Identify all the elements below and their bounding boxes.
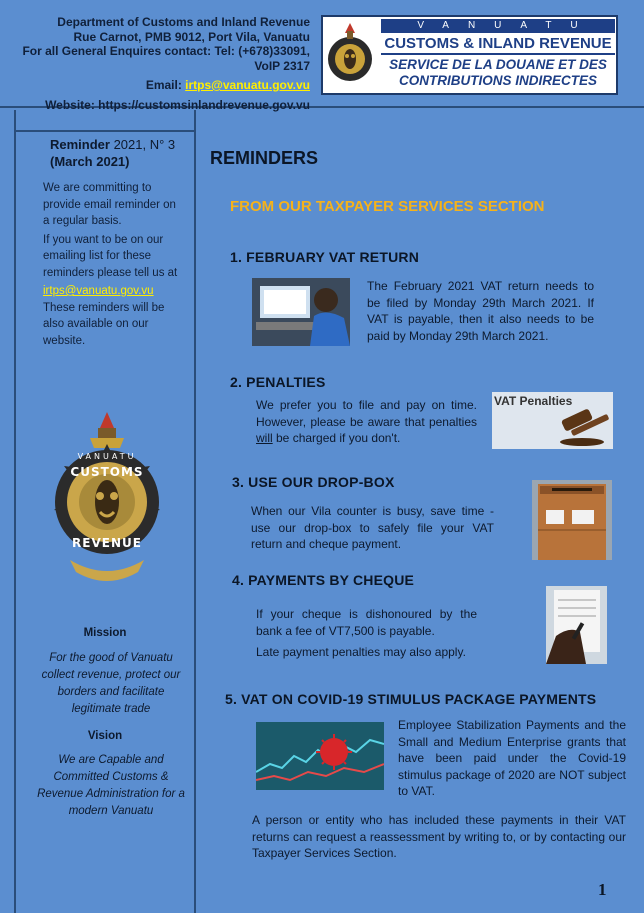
- covid-virus-image: [256, 722, 384, 790]
- section-subtitle: FROM OUR TAXPAYER SERVICES SECTION: [230, 198, 545, 215]
- vision-text: We are Capable and Committed Customs & Revenue Administration for a modern Vanuatu: [37, 754, 185, 817]
- letterhead: [0, 0, 644, 112]
- vision-heading: Vision: [87, 730, 123, 742]
- emblem-revenue: REVENUE: [72, 536, 142, 550]
- email-label: Email:: [145, 78, 186, 92]
- postal-address: Rue Carnot, PMB 9012, Port Vila, Vanuatu: [73, 29, 310, 44]
- drop-box-photo: [532, 480, 612, 560]
- emblem-country: VANUATU: [77, 452, 137, 461]
- reminder-title: [50, 136, 175, 170]
- logo-title-fr-1: SERVICE DE LA DOUANE ET DES: [389, 57, 607, 72]
- mission-text: For the good of Vanuatu collect revenue, protect our borders and facilitate legitimate trade: [41, 652, 181, 715]
- contact-block: [0, 15, 310, 112]
- logo-country: VANUATU: [381, 19, 615, 33]
- sidebar-rule: [16, 130, 194, 132]
- logo-title-en: CUSTOMS & INLAND REVENUE: [381, 35, 615, 55]
- vat-penalties-caption: VAT Penalties: [494, 394, 573, 408]
- department-name: Department of Customs and Inland Revenue: [57, 15, 310, 29]
- reminder-date: (March 2021): [50, 154, 130, 169]
- item-text-penalties: [256, 397, 477, 447]
- customs-badge-icon: [325, 19, 375, 91]
- website-line[interactable]: Website: https://customsinlandrevenue.gov.vu: [45, 97, 310, 112]
- item-heading-vat-return: 1. FEBRUARY VAT RETURN: [230, 249, 420, 265]
- item-heading-drop-box: 3. USE OUR DROP-BOX: [232, 474, 395, 490]
- computer-user-photo: [252, 278, 350, 346]
- vat-penalties-image: [492, 392, 613, 449]
- customs-emblem-icon: [40, 410, 174, 590]
- item-text-vat-return: The February 2021 VAT return needs to be filed by Monday 29th March 2021. If VAT is payable, then it also needs to be paid by Monday 29th March 2021.: [367, 279, 594, 343]
- item-heading-cheque: 4. PAYMENTS BY CHEQUE: [232, 572, 415, 588]
- email-line: [0, 78, 310, 93]
- item-text-cheque-late: Late payment penalties may also apply.: [256, 645, 466, 659]
- reminder-word: Reminder: [50, 137, 110, 152]
- item-text-covid: Employee Stabilization Payments and the Small and Medium Enterprise grants that have been paid under the Covid-19 stimulus package of 2020 are NOT subject to VAT.: [398, 718, 626, 798]
- item-text-cheque: If your cheque is dishonoured by the bank a fee of VT7,500 is payable.: [256, 607, 477, 638]
- sidebar-p3: These reminders will be also available on our website.: [43, 301, 165, 347]
- item-heading-covid: 5. VAT ON COVID-19 STIMULUS PACKAGE PAYMENTS: [225, 691, 597, 707]
- sidebar-p1: We are committing to provide email reminder on a regular basis.: [43, 182, 176, 227]
- header-email-link[interactable]: irtps@vanuatu.gov.vu: [185, 78, 310, 92]
- page-title: REMINDERS: [210, 148, 319, 168]
- sidebar-p2: If you want to be on our emailing list for these reminders please tell us at: [43, 233, 178, 279]
- emblem-customs: CUSTOMS: [70, 465, 144, 479]
- penalties-will: will: [256, 431, 273, 445]
- signing-cheque-photo: [546, 586, 607, 664]
- penalties-text-b: be charged if you don't.: [272, 431, 401, 445]
- logo-title-fr-2: CONTRIBUTIONS INDIRECTES: [398, 73, 597, 88]
- item-heading-penalties: 2. PENALTIES: [230, 374, 326, 390]
- sidebar-intro: [43, 180, 185, 351]
- item-text-covid-reassessment: A person or entity who has included these payments in their VAT returns can request a reassessment by writing to, or by contacting our Taxpayer Services Section.: [252, 813, 626, 860]
- sidebar-email-link[interactable]: irtps@vanuatu.gov.vu: [43, 285, 154, 297]
- reminder-number: 2021, N° 3: [109, 137, 176, 152]
- page-number: 1: [598, 880, 607, 899]
- mission-heading: Mission: [83, 627, 127, 639]
- item-text-drop-box: When our Vila counter is busy, save time - use our drop-box to safely file your VAT return and cheque payment.: [251, 504, 494, 551]
- penalties-text-a: We prefer you to file and pay on time. However, please be aware that penalties: [256, 398, 477, 429]
- voip-line: VoIP 2317: [254, 58, 310, 73]
- phone-line: For all General Enquires contact: Tel: (+678)33091,: [22, 44, 310, 58]
- customs-logo: [321, 15, 618, 95]
